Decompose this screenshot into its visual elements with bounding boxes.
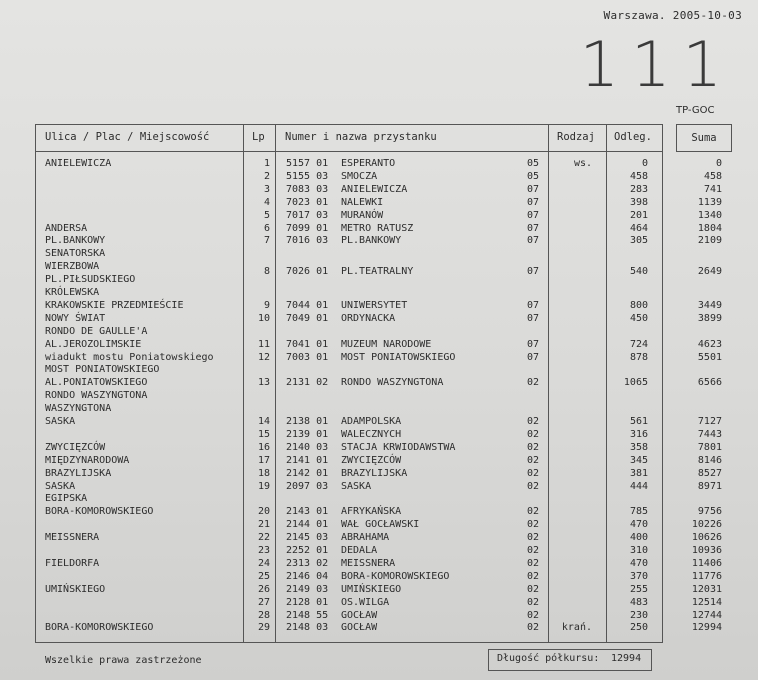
stop-code: 7003 01 <box>286 351 329 363</box>
stop-code: 7026 01 <box>286 266 329 278</box>
col-header-stop: Numer i nazwa przystanku <box>285 131 437 143</box>
stop-name: SMOCZA <box>341 170 378 182</box>
stop-zone: 02 <box>527 467 540 479</box>
stop-sum: 2109 <box>697 235 722 247</box>
col-divider <box>548 124 549 642</box>
stop-distance: 250 <box>629 622 648 634</box>
stop-distance: 381 <box>629 467 648 479</box>
stop-distance: 305 <box>629 235 648 247</box>
stop-lp: 10 <box>257 312 270 324</box>
stop-name: RONDO WASZYNGTONA <box>341 377 444 389</box>
stop-sum: 3449 <box>697 299 722 311</box>
stop-distance: 283 <box>629 183 648 195</box>
stop-name: ANIELEWICZA <box>341 183 408 195</box>
street-name: SASKA <box>45 480 76 492</box>
street-name: ANIELEWICZA <box>45 158 112 169</box>
street-name: PL.PIŁSUDSKIEGO <box>45 274 136 286</box>
stop-lp: 24 <box>257 557 270 569</box>
stop-distance: 444 <box>629 480 648 492</box>
stop-zone: 02 <box>527 519 540 531</box>
stop-name: MOST PONIATOWSKIEGO <box>341 351 456 363</box>
stop-name: STACJA KRWIODAWSTWA <box>341 441 456 453</box>
stop-lp: 7 <box>263 235 270 247</box>
street-name: FIELDORFA <box>45 557 100 569</box>
stop-lp: 28 <box>257 609 270 621</box>
header-divider <box>35 151 662 152</box>
stop-lp: 22 <box>257 532 270 544</box>
stop-sum: 7801 <box>697 441 722 453</box>
col-divider <box>275 124 276 642</box>
stop-code: 7049 01 <box>286 312 329 324</box>
stop-lp: 2 <box>263 170 270 182</box>
stop-distance: 345 <box>629 454 648 466</box>
stop-distance: 878 <box>629 351 648 363</box>
stop-zone: 02 <box>527 454 540 466</box>
stop-lp: 1 <box>263 158 270 169</box>
stop-distance: 800 <box>629 299 648 311</box>
stop-zone: 07 <box>527 299 540 311</box>
street-name: UMIŃSKIEGO <box>45 583 106 595</box>
street-name: KRAKOWSKIE PRZEDMIEŚCIE <box>45 299 184 311</box>
stop-zone: 07 <box>527 266 540 278</box>
stop-name: NALEWKI <box>341 196 384 208</box>
stop-sum: 12994 <box>691 622 722 634</box>
stop-code: 7016 03 <box>286 235 329 247</box>
stop-sum: 10936 <box>691 545 722 556</box>
street-name: AL.PONIATOWSKIEGO <box>45 377 148 389</box>
street-name: EGIPSKA <box>45 493 88 505</box>
stop-zone: 07 <box>527 222 540 234</box>
stop-code: 7017 03 <box>286 209 329 221</box>
stop-code: 2139 01 <box>286 428 329 440</box>
stop-distance: 398 <box>629 196 648 208</box>
stop-code: 2131 02 <box>286 377 329 389</box>
stop-zone: 02 <box>527 506 540 518</box>
stop-lp: 6 <box>263 222 270 234</box>
stop-zone: 02 <box>527 416 540 427</box>
stop-sum: 8527 <box>697 467 722 479</box>
stop-zone: 02 <box>527 532 540 544</box>
street-name: SENATORSKA <box>45 248 106 260</box>
street-name: BORA-KOMOROWSKIEGO <box>45 622 154 634</box>
stop-sum: 8146 <box>697 454 722 466</box>
stop-sum: 0 <box>715 158 722 169</box>
stop-name: MURANÓW <box>341 209 384 221</box>
print-date: Warszawa. 2005-10-03 <box>603 9 742 22</box>
stop-lp: 23 <box>257 545 270 556</box>
stop-lp: 18 <box>257 467 270 479</box>
stop-zone: 02 <box>527 609 540 621</box>
stop-code: 5157 01 <box>286 158 329 169</box>
stop-name: UMIŃSKIEGO <box>341 583 402 595</box>
stop-zone: 07 <box>527 235 540 247</box>
street-name: NOWY ŚWIAT <box>45 312 106 324</box>
stop-distance: 483 <box>629 596 648 608</box>
stop-distance: 370 <box>629 570 648 582</box>
stop-name: ABRAHAMA <box>341 532 390 544</box>
street-name: RONDO DE GAULLE'A <box>45 325 148 337</box>
stop-distance: 400 <box>629 532 648 544</box>
stop-sum: 5501 <box>697 351 722 363</box>
stop-sum: 10626 <box>691 532 722 544</box>
stop-distance: 470 <box>629 519 648 531</box>
stop-sum: 1340 <box>697 209 722 221</box>
stop-code: 2148 03 <box>286 622 329 634</box>
stop-lp: 29 <box>257 622 270 634</box>
stop-name: METRO RATUSZ <box>341 222 414 234</box>
stop-sum: 11776 <box>691 570 722 582</box>
stop-zone: 02 <box>527 596 540 608</box>
stop-sum: 7127 <box>697 416 722 427</box>
street-name: BRAZYLIJSKA <box>45 467 112 479</box>
stop-name: WALECZNYCH <box>341 428 402 440</box>
stop-name: MEISSNERA <box>341 557 396 569</box>
stop-code: 2144 01 <box>286 519 329 531</box>
stop-lp: 3 <box>263 183 270 195</box>
stop-sum: 2649 <box>697 266 722 278</box>
stop-distance: 561 <box>629 416 648 427</box>
stop-distance: 464 <box>629 222 648 234</box>
stop-code: 2140 03 <box>286 441 329 453</box>
col-header-street: Ulica / Plac / Miejscowość <box>45 131 210 143</box>
stop-code: 7041 01 <box>286 338 329 350</box>
stop-lp: 27 <box>257 596 270 608</box>
stop-zone: 02 <box>527 377 540 389</box>
stop-code: 7023 01 <box>286 196 329 208</box>
col-header-lp: Lp <box>252 131 265 143</box>
stop-zone: 07 <box>527 312 540 324</box>
stop-type: krań. <box>561 622 592 634</box>
route-length-label: Długość półkursu: <box>497 653 600 664</box>
stop-sum: 741 <box>703 183 722 195</box>
stop-lp: 16 <box>257 441 270 453</box>
stop-lp: 15 <box>257 428 270 440</box>
stop-sum: 1804 <box>697 222 722 234</box>
stop-zone: 07 <box>527 338 540 350</box>
stop-distance: 450 <box>629 312 648 324</box>
stop-distance: 540 <box>629 266 648 278</box>
stop-distance: 724 <box>629 338 648 350</box>
stop-name: GOCŁAW <box>341 609 378 621</box>
stop-name: ESPERANTO <box>341 158 396 169</box>
stop-distance: 201 <box>629 209 648 221</box>
stop-lp: 19 <box>257 480 270 492</box>
stop-zone: 05 <box>527 158 540 169</box>
stop-name: BORA-KOMOROWSKIEGO <box>341 570 450 582</box>
stop-code: 2143 01 <box>286 506 329 518</box>
stop-zone: 02 <box>527 545 540 556</box>
stop-code: 7083 03 <box>286 183 329 195</box>
stop-sum: 6566 <box>697 377 722 389</box>
stop-lp: 9 <box>263 299 270 311</box>
rights-notice: Wszelkie prawa zastrzeżone <box>45 655 202 666</box>
stop-sum: 8971 <box>697 480 722 492</box>
stop-zone: 02 <box>527 480 540 492</box>
stop-sum: 12514 <box>691 596 722 608</box>
stop-code: 2128 01 <box>286 596 329 608</box>
street-name: ZWYCIĘZCÓW <box>45 441 106 453</box>
stop-code: 2146 04 <box>286 570 329 582</box>
stop-sum: 1139 <box>697 196 722 208</box>
stop-name: OS.WILGA <box>341 596 390 608</box>
stop-code: 2142 01 <box>286 467 329 479</box>
stop-distance: 785 <box>629 506 648 518</box>
stop-name: PL.TEATRALNY <box>341 266 414 278</box>
stop-lp: 26 <box>257 583 270 595</box>
stop-code: 2138 01 <box>286 416 329 427</box>
stop-zone: 02 <box>527 557 540 569</box>
stop-distance: 310 <box>629 545 648 556</box>
stop-code: 7044 01 <box>286 299 329 311</box>
stop-lp: 13 <box>257 377 270 389</box>
street-name: PL.BANKOWY <box>45 235 106 247</box>
stop-sum: 7443 <box>697 428 722 440</box>
line-number: 111 <box>579 28 734 101</box>
stop-lp: 17 <box>257 454 270 466</box>
stop-name: BRAZYLIJSKA <box>341 467 408 479</box>
stop-code: 7099 01 <box>286 222 329 234</box>
stop-distance: 458 <box>629 170 648 182</box>
street-name: SASKA <box>45 416 76 427</box>
stop-code: 2149 03 <box>286 583 329 595</box>
street-name: wiadukt mostu Poniatowskiego <box>45 351 214 363</box>
street-name: WASZYNGTONA <box>45 403 112 415</box>
stop-name: ADAMPOLSKA <box>341 416 402 427</box>
stop-lp: 5 <box>263 209 270 221</box>
stop-zone: 07 <box>527 196 540 208</box>
stop-sum: 4623 <box>697 338 722 350</box>
stop-code: 2148 55 <box>286 609 329 621</box>
stop-name: UNIWERSYTET <box>341 299 408 311</box>
stop-code: 5155 03 <box>286 170 329 182</box>
stop-zone: 05 <box>527 170 540 182</box>
stop-zone: 02 <box>527 583 540 595</box>
street-name: BORA-KOMOROWSKIEGO <box>45 506 154 518</box>
stop-code: 2097 03 <box>286 480 329 492</box>
stop-zone: 02 <box>527 428 540 440</box>
col-header-type: Rodzaj <box>557 131 595 143</box>
stop-distance: 230 <box>629 609 648 621</box>
stop-code: 2252 01 <box>286 545 329 556</box>
route-length-box <box>488 649 652 671</box>
stop-distance: 1065 <box>623 377 648 389</box>
stop-code: 2313 02 <box>286 557 329 569</box>
stop-sum: 458 <box>703 170 722 182</box>
stop-lp: 14 <box>257 416 270 427</box>
stop-distance: 0 <box>641 158 648 169</box>
stop-code: 2141 01 <box>286 454 329 466</box>
street-name: MOST PONIATOWSKIEGO <box>45 364 160 376</box>
stop-name: ZWYCIĘZCÓW <box>341 454 402 466</box>
stop-name: PL.BANKOWY <box>341 235 402 247</box>
stop-sum: 9756 <box>697 506 722 518</box>
col-divider <box>243 124 244 642</box>
operator-code: TP-GOC <box>676 105 715 116</box>
stop-lp: 20 <box>257 506 270 518</box>
stop-zone: 02 <box>527 441 540 453</box>
stop-zone: 07 <box>527 183 540 195</box>
stop-zone: 07 <box>527 351 540 363</box>
stop-distance: 255 <box>629 583 648 595</box>
street-name: KRÓLEWSKA <box>45 287 100 298</box>
stop-distance: 358 <box>629 441 648 453</box>
stop-type: ws. <box>573 158 592 169</box>
stop-zone: 02 <box>527 570 540 582</box>
street-name: MEISSNERA <box>45 532 100 544</box>
stop-name: WAŁ GOCŁAWSKI <box>341 519 420 531</box>
stop-lp: 11 <box>257 338 270 350</box>
stop-name: ORDYNACKA <box>341 312 396 324</box>
street-name: WIERZBOWA <box>45 261 100 273</box>
stop-lp: 25 <box>257 570 270 582</box>
street-name: MIĘDZYNARODOWA <box>45 454 130 466</box>
stop-zone: 07 <box>527 209 540 221</box>
stop-lp: 8 <box>263 266 270 278</box>
stop-sum: 11406 <box>691 557 722 569</box>
street-name: RONDO WASZYNGTONA <box>45 390 148 402</box>
col-header-dist: Odleg. <box>614 131 652 143</box>
stop-lp: 21 <box>257 519 270 531</box>
stop-sum: 12744 <box>691 609 722 621</box>
stop-distance: 316 <box>629 428 648 440</box>
stop-name: SASKA <box>341 480 372 492</box>
stop-distance: 470 <box>629 557 648 569</box>
stop-sum: 10226 <box>691 519 722 531</box>
col-header-sum: Suma <box>676 124 732 152</box>
stop-code: 2145 03 <box>286 532 329 544</box>
street-name: ANDERSA <box>45 222 88 234</box>
stop-name: MUZEUM NARODOWE <box>341 338 432 350</box>
stop-lp: 4 <box>263 196 270 208</box>
stop-name: GOCŁAW <box>341 622 378 634</box>
stop-sum: 12031 <box>691 583 722 595</box>
route-length-value: 12994 <box>611 653 642 664</box>
stop-sum: 3899 <box>697 312 722 324</box>
stop-zone: 02 <box>527 622 540 634</box>
stop-lp: 12 <box>257 351 270 363</box>
stop-name: DEDALA <box>341 545 378 556</box>
street-name: AL.JEROZOLIMSKIE <box>45 338 142 350</box>
stop-name: AFRYKAŃSKA <box>341 506 402 518</box>
